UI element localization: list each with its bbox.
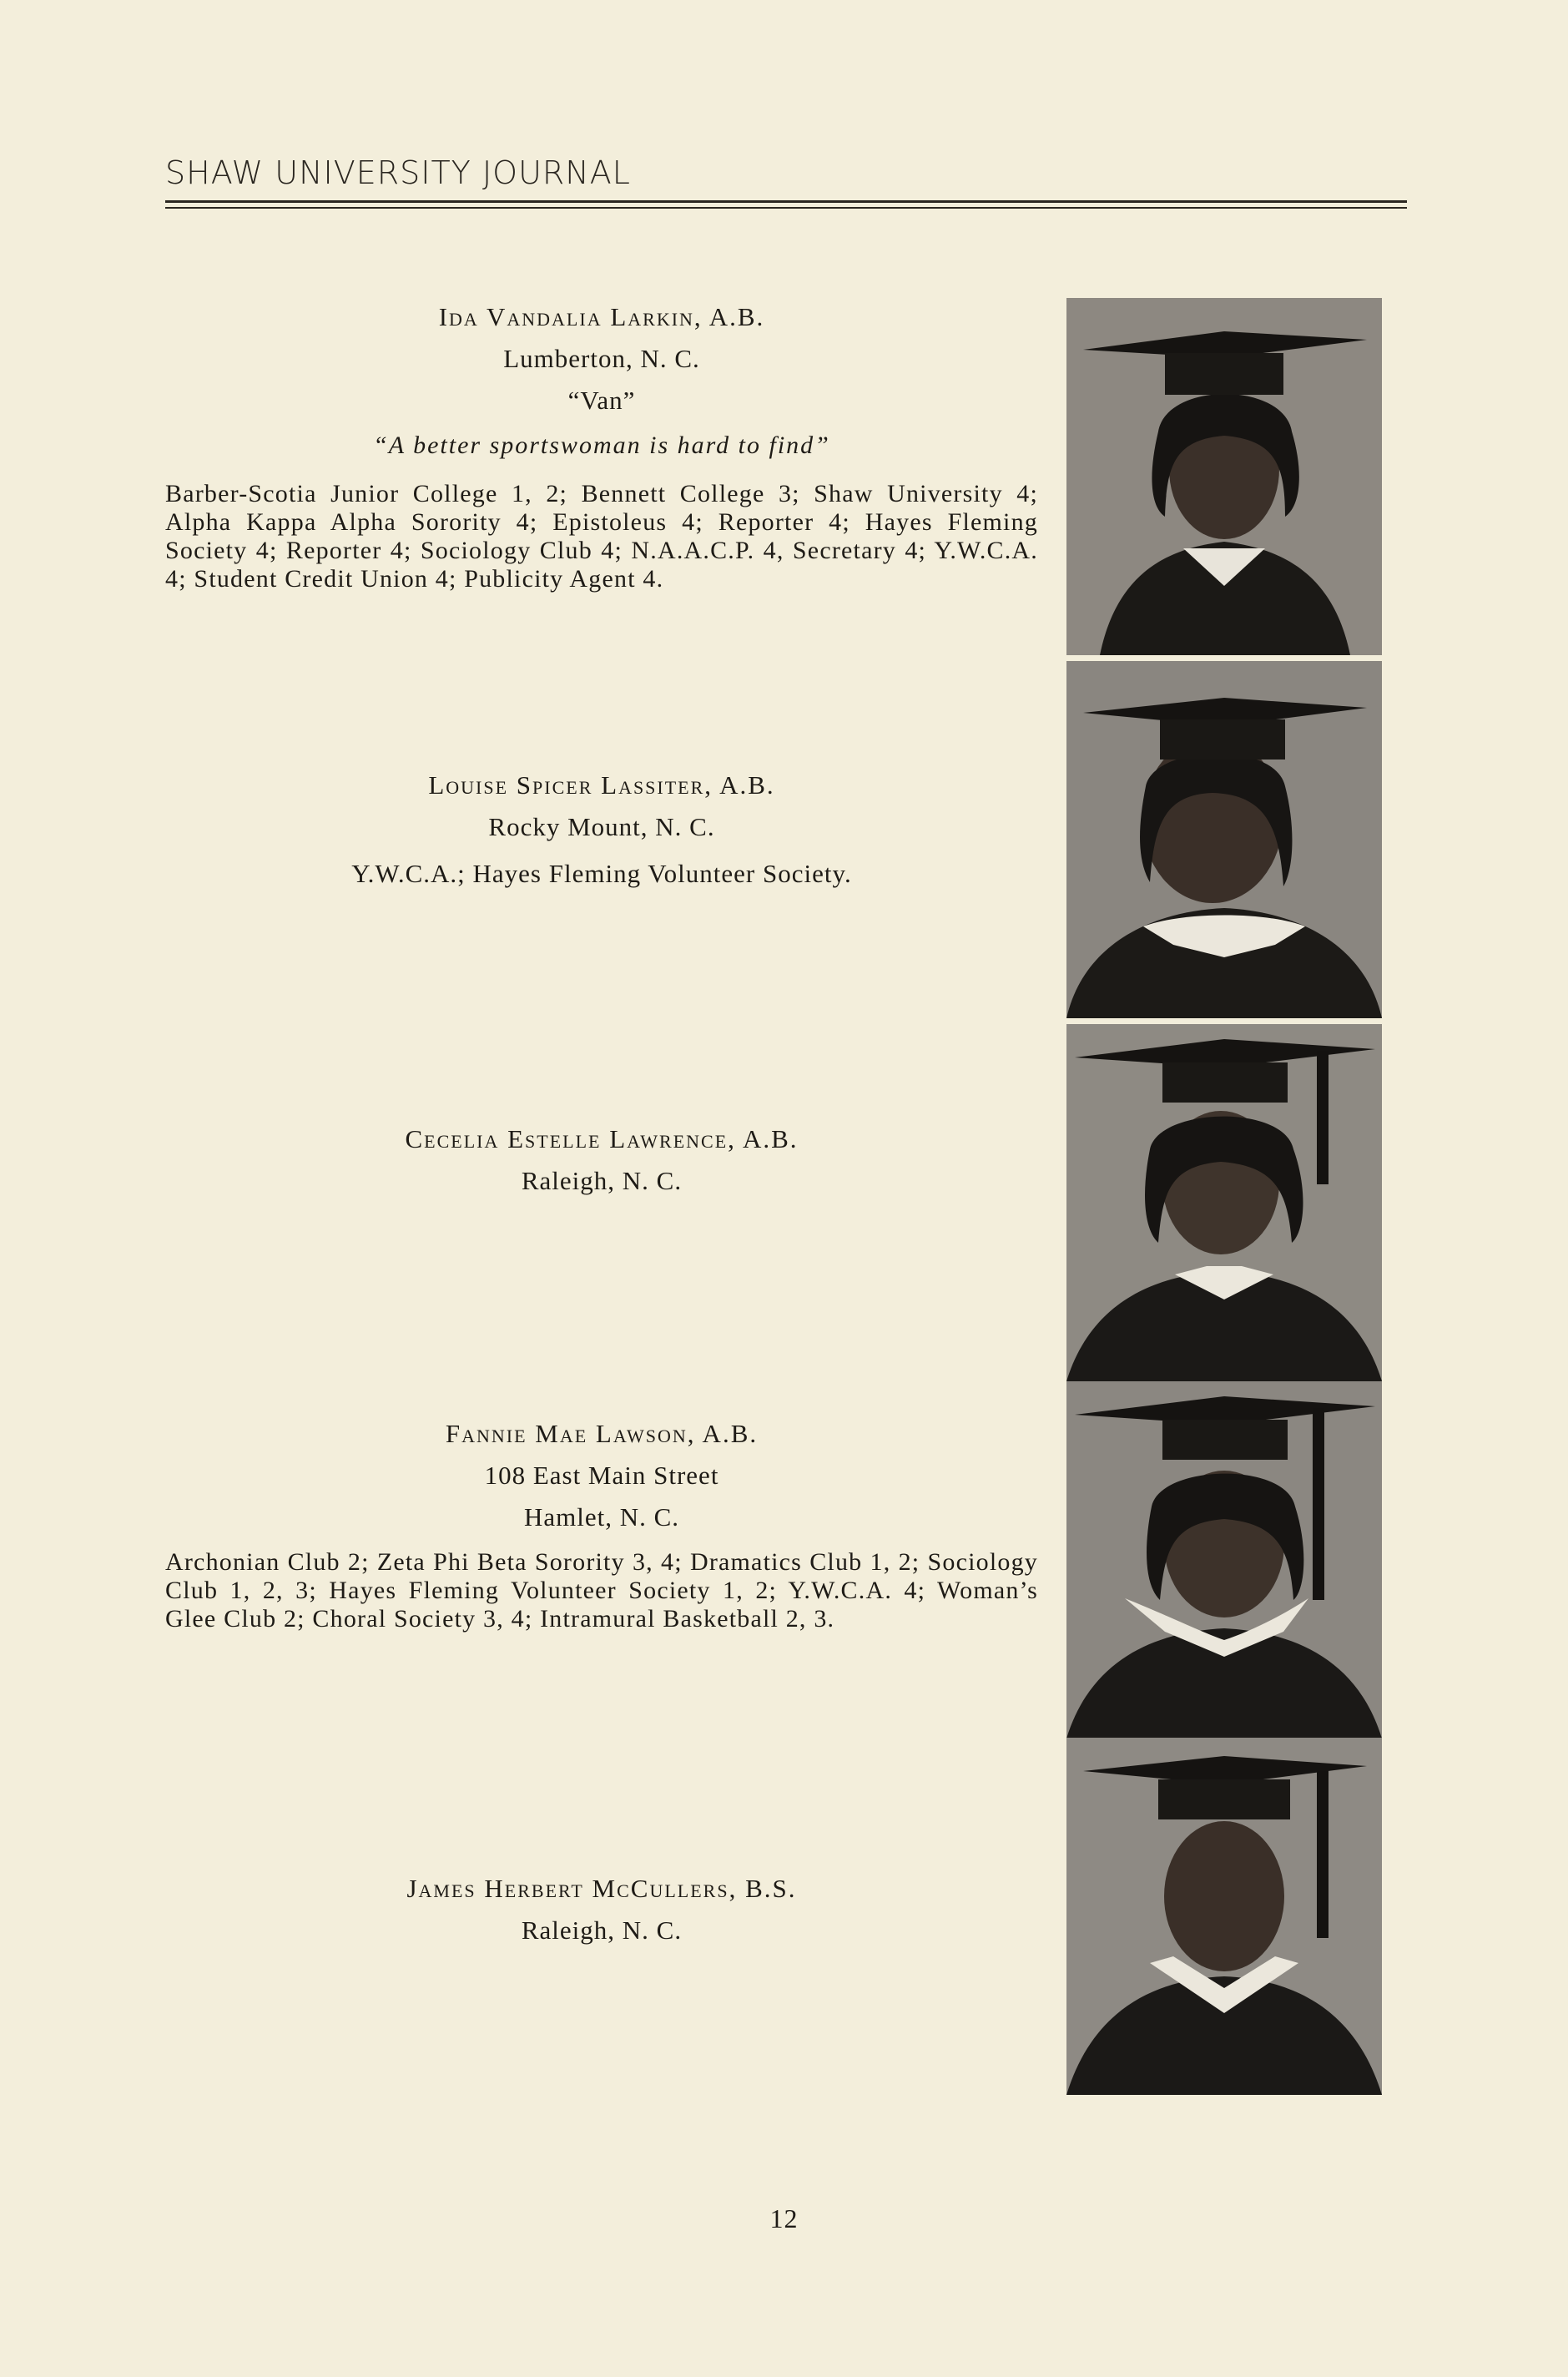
graduate-hometown: Rocky Mount, N. C. bbox=[488, 812, 715, 841]
graduate-hometown: Raleigh, N. C. bbox=[521, 1166, 683, 1195]
graduate-hometown: Lumberton, N. C. bbox=[503, 344, 700, 373]
graduate-name: Cecelia Estelle Lawrence, A.B. bbox=[405, 1124, 799, 1153]
graduate-motto: “A better sportswoman is hard to find” bbox=[373, 431, 830, 459]
graduate-entry-lawson bbox=[165, 1413, 1038, 1633]
graduate-entry-lassiter bbox=[165, 765, 1038, 895]
graduate-address: 108 East Main Street bbox=[484, 1461, 719, 1490]
header-rule-bottom bbox=[165, 207, 1407, 209]
graduate-activities: Barber-Scotia Junior College 1, 2; Bennett College 3; Shaw University 4; Alpha Kappa Alpha Sorority 4; Epistoleus 4; Reporter 4; Hayes Fleming Society 4; Reporter 4; Sociology Club 4; N.A.A.C.P. 4, Secretary 4; Y.W.C.A. 4; Student Credit Union 4; Publicity Agent 4. bbox=[165, 480, 1038, 593]
graduate-name: Fannie Mae Lawson, A.B. bbox=[445, 1419, 759, 1448]
graduate-name: James Herbert McCullers, B.S. bbox=[406, 1874, 797, 1903]
graduate-activities: Y.W.C.A.; Hayes Fleming Volunteer Society. bbox=[351, 859, 852, 888]
portrait-photo bbox=[1066, 298, 1382, 655]
graduate-entry-larkin bbox=[165, 296, 1038, 593]
graduate-nickname: “Van” bbox=[567, 386, 636, 415]
page-number: 12 bbox=[769, 2203, 799, 2233]
portrait-photo bbox=[1066, 661, 1382, 1018]
graduate-entry-lawrence bbox=[165, 1118, 1038, 1202]
header-rule-top bbox=[165, 200, 1407, 203]
graduate-entry-mccullers bbox=[165, 1868, 1038, 1951]
graduate-name: Louise Spicer Lassiter, A.B. bbox=[428, 770, 775, 800]
graduate-hometown: Hamlet, N. C. bbox=[523, 1502, 680, 1532]
graduate-name: Ida Vandalia Larkin, A.B. bbox=[438, 302, 765, 331]
portrait-photo bbox=[1066, 1381, 1382, 1739]
portrait-photo bbox=[1066, 1738, 1382, 2095]
graduate-hometown: Raleigh, N. C. bbox=[521, 1915, 683, 1945]
running-head: SHAW UNIVERSITY JOURNAL bbox=[165, 154, 631, 191]
portrait-photo bbox=[1066, 1024, 1382, 1381]
graduate-activities: Archonian Club 2; Zeta Phi Beta Sorority 3, 4; Dramatics Club 1, 2; Sociology Club 1, 2, 3; Hayes Fleming Volunteer Society 1, 2; Y.W.C.A. 4; Woman’s Glee Club 2; Choral Society 3, 4; Intramural Basketball 2, 3. bbox=[165, 1548, 1038, 1633]
